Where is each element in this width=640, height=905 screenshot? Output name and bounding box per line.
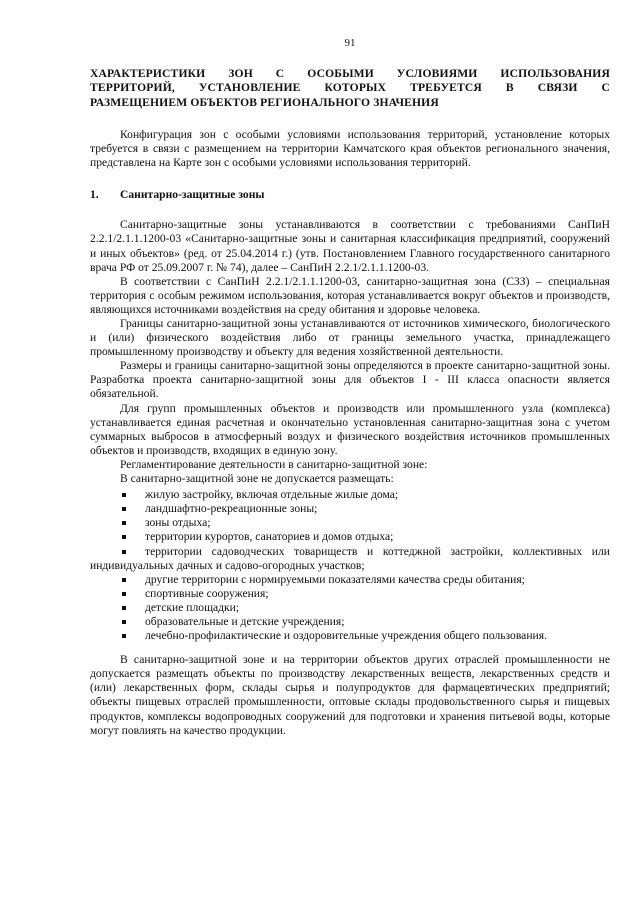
intro-paragraph: Конфигурация зон с особыми условиями использования территорий, установление которых требуется в связи с размещением на территории Камчатского края объектов регионального значения, представлена на Карте зон с особыми условиями использования территорий. xyxy=(90,127,610,170)
paragraph: В соответствии с СанПиН 2.2.1/2.1.1.1200-03, санитарно-защитная зона (СЗЗ) – специальная территория с особым режимом использования, которая устанавливается вокруг объектов и производств, являющихся источниками воздействия на среду обитания и здоровье человека. xyxy=(90,274,610,316)
paragraph: Границы санитарно-защитной зоны устанавливаются от источников химического, биологического и (или) физического воздействия либо от границы земельного участка, принадлежащего промышленному производству и объекту для ведения хозяйственной деятельности. xyxy=(90,317,610,359)
paragraph: Регламентирование деятельности в санитарно-защитной зоне: xyxy=(120,457,428,471)
list-item: другие территории с нормируемыми показателями качества среды обитания; xyxy=(90,573,610,587)
paragraph: Размеры и границы санитарно-защитной зоны определяются в проекте санитарно-защитной зоны. Разработка проекта санитарно-защитной зоны для объектов I - III класса опасности является обязательной. xyxy=(90,359,610,401)
paragraph: В санитарно-защитной зоне не допускается размещать: xyxy=(120,472,394,486)
list-item: территории курортов, санаториев и домов отдыха; xyxy=(90,530,610,544)
list-item: жилую застройку, включая отдельные жилые дома; xyxy=(90,488,610,502)
page-number: 91 xyxy=(344,37,356,49)
paragraph: Для групп промышленных объектов и производств или промышленного узла (комплекса) устанавливается единая расчетная и окончательно установленная санитарно-защитная зона с учетом суммарных выбросов в атмосферный воздух и физического воздействия источников промышленных объектов и производств, входящих в единую зону. xyxy=(90,401,610,457)
title-line: ХАРАКТЕРИСТИКИ ЗОН С ОСОБЫМИ УСЛОВИЯМИ ИСПОЛЬЗОВАНИЯ xyxy=(90,67,610,81)
document-page xyxy=(90,36,610,738)
list-item: территории садоводческих товариществ и коттеджной застройки, коллективных или индивидуальных дачных и садово-огородных участков; xyxy=(90,544,610,572)
paragraph: Санитарно-защитные зоны устанавливаются в соответствии с требованиями СанПиН 2.2.1/2.1.1.1200-03 «Санитарно-защитные зоны и санитарная классификация предприятий, сооружений и иных объектов» (ред. от 25.04.2014 г.) (утв. Постановлением Главного государственного санитарного врача РФ от 25.09.2007 г. № 74), далее – СанПиН 2.2.1/2.1.1.1200-03. xyxy=(90,218,610,274)
list-item: лечебно-профилактические и оздоровительные учреждения общего пользования. xyxy=(90,629,610,643)
list-item: детские площадки; xyxy=(90,601,610,615)
list-item: образовательные и детские учреждения; xyxy=(90,615,610,629)
list-item: зоны отдыха; xyxy=(90,516,610,530)
section-number: 1. xyxy=(90,188,99,202)
title-line: РАЗМЕЩЕНИЕМ ОБЪЕКТОВ РЕГИОНАЛЬНОГО ЗНАЧЕНИЯ xyxy=(90,95,439,109)
document-title xyxy=(90,67,610,110)
section-heading xyxy=(90,188,610,202)
list-item: спортивные сооружения; xyxy=(90,587,610,601)
closing-paragraph: В санитарно-защитной зоне и на территории объектов других отраслей промышленности не допускается размещать объекты по производству лекарственных веществ, лекарственных средств и (или) лекарственных форм, склады сырья и полупродуктов для фармацевтических предприятий; объекты пищевых отраслей промышленности, оптовые склады продовольственного сырья и пищевых продуктов, комплексы водопроводных сооружений для подготовки и хранения питьевой воды, которые могут повлиять на качество продукции. xyxy=(90,653,610,737)
title-line: ТЕРРИТОРИЙ, УСТАНОВЛЕНИЕ КОТОРЫХ ТРЕБУЕТСЯ В СВЯЗИ С xyxy=(90,81,610,95)
list-item: ландшафтно-рекреационные зоны; xyxy=(90,502,610,516)
section-title: Санитарно-защитные зоны xyxy=(120,188,265,202)
prohibited-list xyxy=(90,488,610,643)
